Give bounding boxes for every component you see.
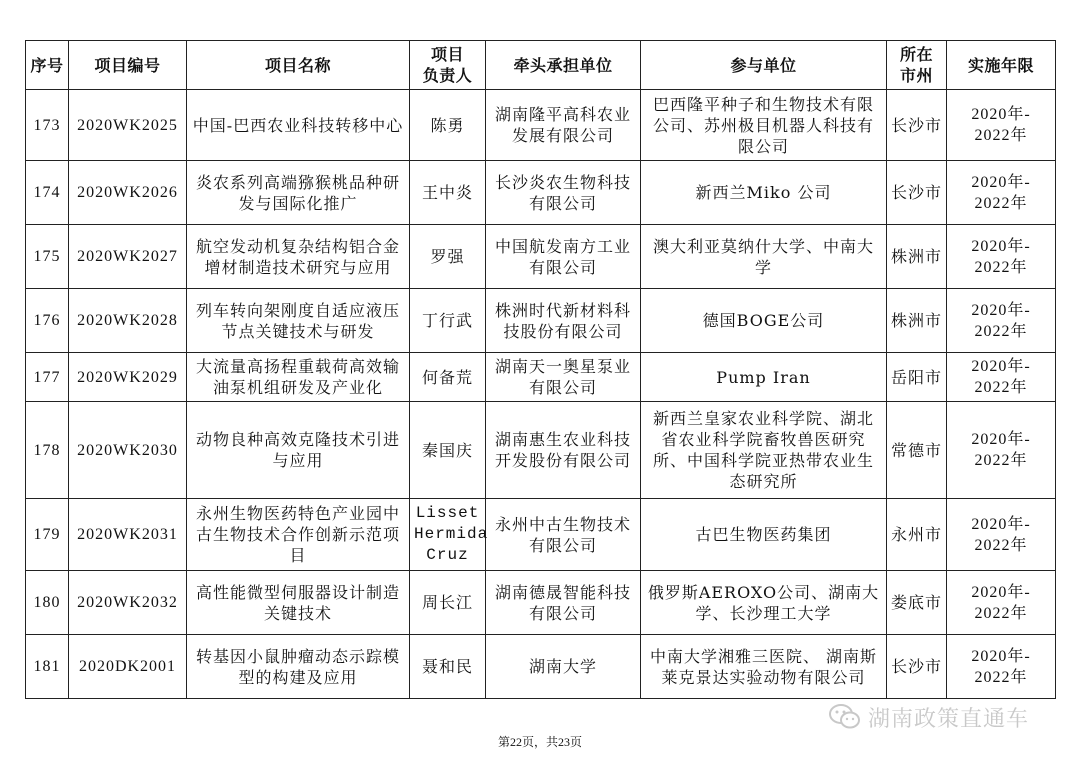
row-partners: 新西兰Miko 公司 [641,161,887,225]
row-period: 2020年- 2022年 [947,289,1056,353]
row-lead-unit: 株洲时代新材料科技股份有限公司 [486,289,641,353]
header-partners: 参与单位 [641,41,887,90]
row-leader: 王中炎 [410,161,486,225]
row-lead-unit: 湖南大学 [486,635,641,699]
header-seq: 序号 [26,41,69,90]
table-row [26,499,1056,571]
table-row [26,635,1056,699]
row-name: 大流量高扬程重载荷高效输油泵机组研发及产业化 [187,353,410,402]
row-partners: 德国BOGE公司 [641,289,887,353]
row-period: 2020年- 2022年 [947,571,1056,635]
table-row [26,90,1056,161]
row-seq: 174 [26,161,69,225]
row-lead-unit: 湖南德晟智能科技有限公司 [486,571,641,635]
row-leader: 聂和民 [410,635,486,699]
row-name: 高性能微型伺服器设计制造关键技术 [187,571,410,635]
row-lead-unit: 湖南隆平高科农业发展有限公司 [486,90,641,161]
header-city: 所在 市州 [887,41,947,90]
row-city: 娄底市 [887,571,947,635]
row-city: 永州市 [887,499,947,571]
row-city: 常德市 [887,402,947,499]
row-name: 永州生物医药特色产业园中古生物技术合作创新示范项目 [187,499,410,571]
row-code: 2020WK2031 [69,499,187,571]
watermark [828,700,1068,734]
row-name: 列车转向架刚度自适应液压节点关键技术与研发 [187,289,410,353]
row-code: 2020WK2027 [69,225,187,289]
row-city: 株洲市 [887,225,947,289]
row-period: 2020年- 2022年 [947,635,1056,699]
row-period: 2020年- 2022年 [947,225,1056,289]
row-code: 2020WK2032 [69,571,187,635]
row-leader: 秦国庆 [410,402,486,499]
row-period: 2020年- 2022年 [947,90,1056,161]
table-row [26,289,1056,353]
row-period: 2020年- 2022年 [947,161,1056,225]
row-city: 长沙市 [887,90,947,161]
row-seq: 177 [26,353,69,402]
row-partners: 澳大利亚莫纳什大学、中南大学 [641,225,887,289]
row-partners: 新西兰皇家农业科学院、湖北省农业科学院畜牧兽医研究所、中国科学院亚热带农业生态研究所 [641,402,887,499]
row-name: 动物良种高效克隆技术引进与应用 [187,402,410,499]
row-name: 转基因小鼠肿瘤动态示踪模型的构建及应用 [187,635,410,699]
row-code: 2020DK2001 [69,635,187,699]
row-code: 2020WK2028 [69,289,187,353]
row-seq: 175 [26,225,69,289]
row-leader: 周长江 [410,571,486,635]
row-code: 2020WK2025 [69,90,187,161]
row-period: 2020年- 2022年 [947,353,1056,402]
row-code: 2020WK2030 [69,402,187,499]
row-lead-unit: 中国航发南方工业有限公司 [486,225,641,289]
header-row [26,41,1056,90]
row-lead-unit: 永州中古生物技术有限公司 [486,499,641,571]
table-row [26,571,1056,635]
row-partners: 古巴生物医药集团 [641,499,887,571]
page-footer: 第22页，共23页 [497,735,582,749]
row-period: 2020年- 2022年 [947,402,1056,499]
project-table [25,40,1056,699]
row-name: 航空发动机复杂结构铝合金增材制造技术研究与应用 [187,225,410,289]
row-seq: 181 [26,635,69,699]
table-row [26,161,1056,225]
row-name: 中国-巴西农业科技转移中心 [187,90,410,161]
row-leader: 何备荒 [410,353,486,402]
table-row [26,353,1056,402]
header-name: 项目名称 [187,41,410,90]
row-city: 株洲市 [887,289,947,353]
row-partners: Pump Iran [641,353,887,402]
row-lead-unit: 长沙炎农生物科技有限公司 [486,161,641,225]
row-period: 2020年- 2022年 [947,499,1056,571]
table-row [26,402,1056,499]
watermark-text: 湖南政策直通车 [868,706,1030,732]
row-partners: 中南大学湘雅三医院、 湖南斯莱克景达实验动物有限公司 [641,635,887,699]
row-leader: 丁行武 [410,289,486,353]
row-seq: 178 [26,402,69,499]
row-lead-unit: 湖南惠生农业科技开发股份有限公司 [486,402,641,499]
row-seq: 173 [26,90,69,161]
row-lead-unit: 湖南天一奥星泵业有限公司 [486,353,641,402]
row-partners: 巴西隆平种子和生物技术有限公司、苏州极目机器人科技有限公司 [641,90,887,161]
table-row [26,225,1056,289]
header-lead-unit: 牵头承担单位 [486,41,641,90]
row-seq: 180 [26,571,69,635]
row-leader: 陈勇 [410,90,486,161]
row-leader: Lisset Hermida Cruz [410,499,486,571]
header-leader: 项目 负责人 [410,41,486,90]
row-name: 炎农系列高端猕猴桃品种研发与国际化推广 [187,161,410,225]
row-city: 岳阳市 [887,353,947,402]
wechat-icon [828,702,862,732]
header-period: 实施年限 [947,41,1056,90]
row-seq: 179 [26,499,69,571]
row-code: 2020WK2029 [69,353,187,402]
row-code: 2020WK2026 [69,161,187,225]
row-city: 长沙市 [887,161,947,225]
row-city: 长沙市 [887,635,947,699]
row-partners: 俄罗斯AEROXO公司、湖南大学、长沙理工大学 [641,571,887,635]
header-code: 项目编号 [69,41,187,90]
row-leader: 罗强 [410,225,486,289]
row-seq: 176 [26,289,69,353]
